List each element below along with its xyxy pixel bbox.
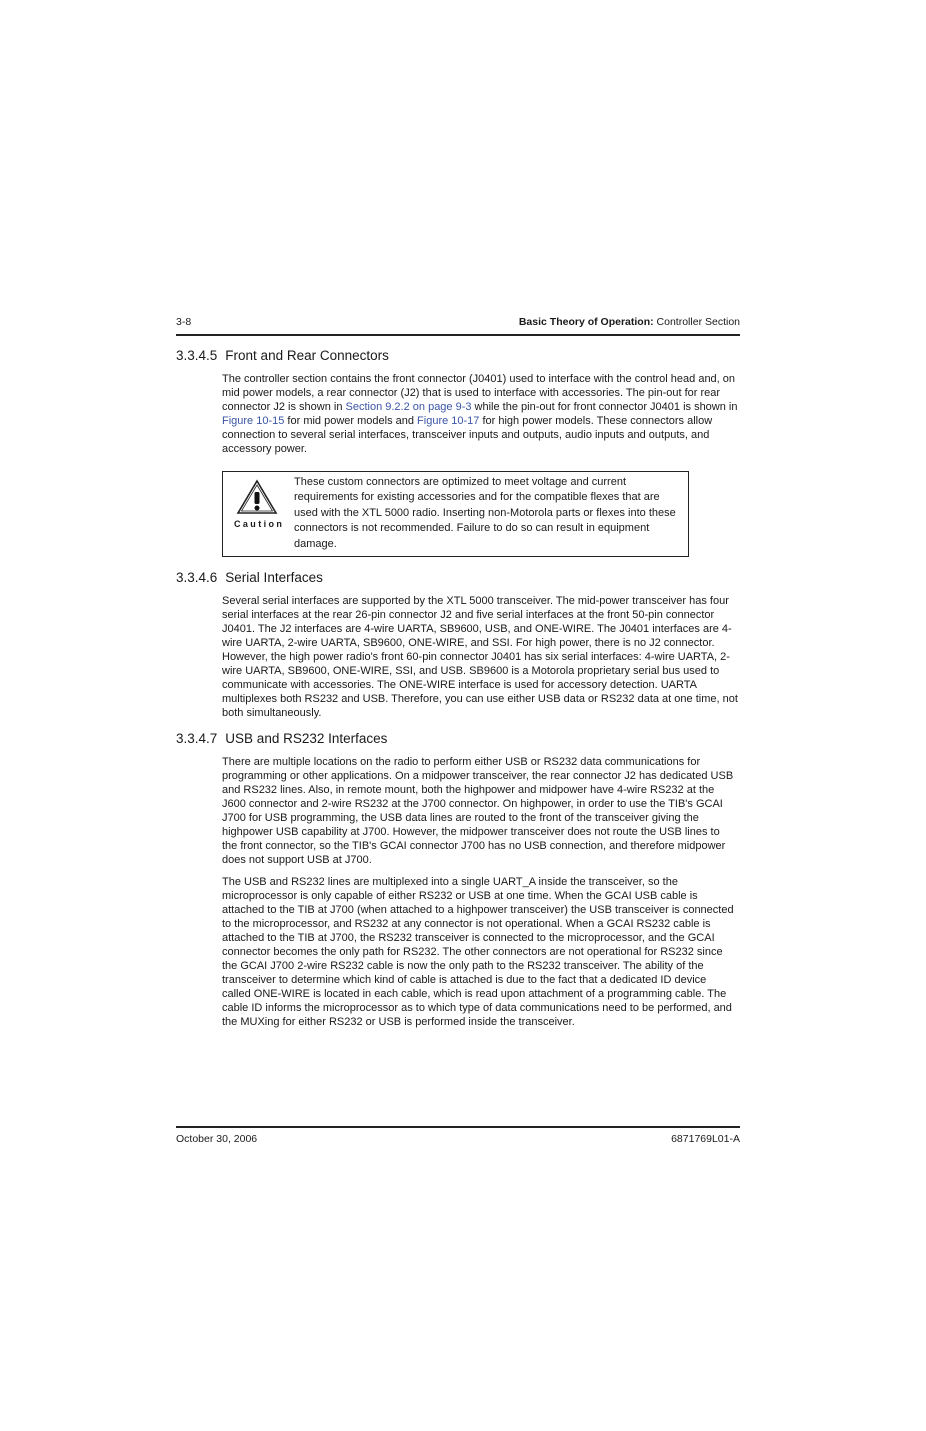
text-run: for mid power models and [284,415,418,427]
paragraph-front-rear-connectors [222,372,738,456]
paragraph-usb-rs232-2: The USB and RS232 lines are multiplexed into a single UART_A inside the transceiver, so the microprocessor is only capable of either RS232 or USB at one time. When the GCAI USB cable is attached to the TIB at J700 (when attached to a highpower transceiver) the USB transceiver is connected to the microprocessor, and RS232 at any connector is not operational. When a GCAI RS232 cable is attached to the TIB at J700, the RS232 transceiver is connected to the microprocessor, and the GCAI connector becomes the only path for RS232. The other connectors are not operational for RS232 since the GCAI J700 2-wire RS232 cable is now the only path to the RS232 transceiver. The ability of the transceiver to determine which kind of cable is attached is due to the fact that a dedicated ID device called ONE-WIRE is located in each cable, which is read upon attachment of a programming cable. The cable ID informs the microprocessor as to which type of data communications need to be performed, and the MUXing for either RS232 or USB is performed inside the transceiver. [222,876,734,1028]
footer-rule [176,1126,740,1128]
page-number: 3-8 [176,316,192,328]
footer-doc-number: 6871769L01-A [671,1133,740,1145]
text-run: for high power models. These connectors allow connection to several serial interfaces, transceiver inputs and outputs, audio inputs and outputs, and accessory power. [222,415,713,455]
section-heading-serial-interfaces [176,570,323,585]
section-number: 3.3.4.5 [176,348,218,363]
link-section-9-2-2[interactable]: Section 9.2.2 on page 9-3 [345,401,472,413]
caution-box [222,471,689,557]
paragraph-usb-rs232-1: There are multiple locations on the radio to perform either USB or RS232 data communications for programming or other applications. On a midpower transceiver, the rear connector J2 has dedicated USB and RS232 lines. Also, in remote mount, both the highpower and midpower have 4-wire RS232 at the J600 connector and 2-wire RS232 at the J700 connector. On highpower, in order to use the TIB's GCAI J700 for USB programming, the USB data lines are routed to the front of the transceiver giving the highpower USB capability at J700. However, the midpower transceiver does not route the USB lines to the front connector, so the TIB's GCAI connector J700 has no USB connection, and therefore midpower does not support USB at J700. [222,756,734,866]
caution-label: Caution [234,519,285,529]
link-figure-10-17[interactable]: Figure 10-17 [417,415,480,427]
section-heading-usb-rs232 [176,731,387,746]
header-rule [176,334,740,336]
section-number: 3.3.4.6 [176,570,218,585]
warning-triangle-icon [236,479,278,515]
link-figure-10-15[interactable]: Figure 10-15 [222,415,285,427]
section-title: USB and RS232 Interfaces [225,731,388,746]
text-run: The controller section contains the front connector (J0401) used to interface with the control head and, on mid power models, a rear connector (J2) that is used to interface with accessories. The pin-out for rear connector J2 is shown in [222,373,736,413]
page-header [176,316,740,330]
footer-date: October 30, 2006 [176,1133,258,1145]
header-title [519,316,740,328]
page-footer [176,1133,740,1147]
text-run: while the pin-out for front connector J0401 is shown in [471,401,738,413]
section-title: Front and Rear Connectors [225,348,389,363]
section-heading-front-rear-connectors [176,348,389,363]
section-title: Serial Interfaces [225,570,323,585]
section-number: 3.3.4.7 [176,731,218,746]
caution-text: These custom connectors are optimized to meet voltage and current requirements for existing accessories and for the compatible flexes that are used with the XTL 5000 radio. Inserting non-Motorola parts or flexes into these connectors is not recommended. Failure to do so can result in equipment damage. [294,476,676,550]
header-title-bold: Basic Theory of Operation: [518,316,654,328]
paragraph-serial-interfaces: Several serial interfaces are supported by the XTL 5000 transceiver. The mid-power transceiver has four serial interfaces at the rear 26-pin connector J2 and five serial interfaces at the front 50-pin connector J0401. The J2 interfaces are 4-wire UARTA, SB9600, USB, and ONE-WIRE. The J0401 interfaces are 4-wire UARTA, 2-wire UARTA, SB9600, ONE-WIRE, and SSI. For high power, there is no J2 connector. However, the high power radio's front 60-pin connector J0401 has six serial interfaces: 4-wire UARTA, 2-wire UARTA, SB9600, ONE-WIRE, SSI, and USB. SB9600 is a Motorola proprietary serial bus used to communicate with accessories. The ONE-WIRE interface is used for accessory detection. UARTA multiplexes both RS232 and USB. Therefore, you can use either USB data or RS232 data at one time, not both simultaneously. [222,595,738,719]
header-title-rest: Controller Section [653,316,740,328]
